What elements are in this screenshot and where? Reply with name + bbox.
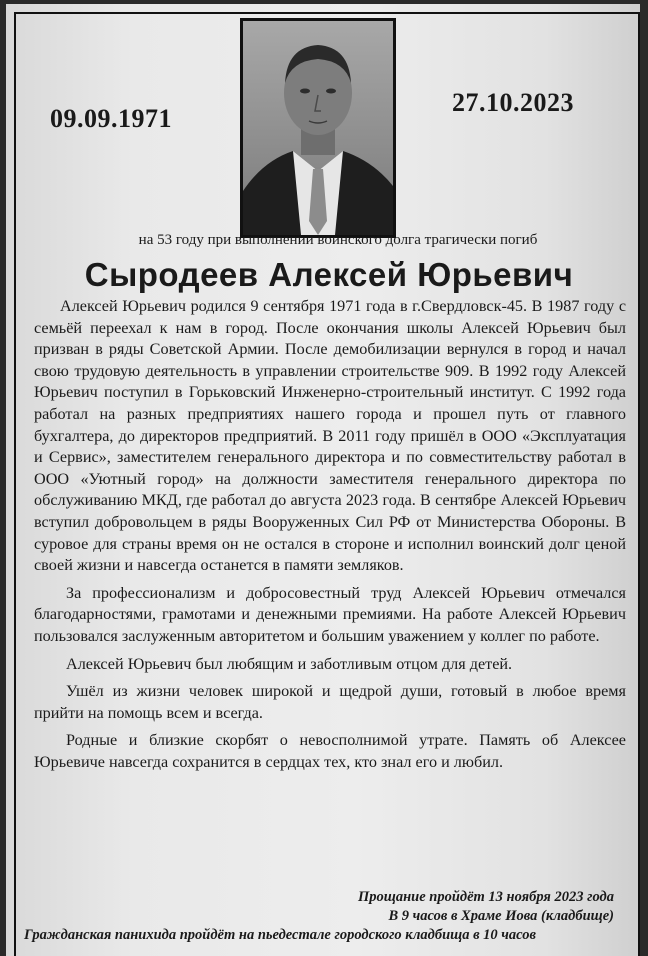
portrait-image [243,21,393,235]
portrait-photo [240,18,396,238]
bio-paragraph: Алексей Юрьевич был любящим и заботливым отцом для детей. [66,654,513,673]
farewell-notice [14,888,614,945]
death-date: 27.10.2023 [452,88,574,117]
bio-paragraph: Ушёл из жизни человек широкой и щедрой души, готовый в любое время прийти на помощь всем и всегда. [34,682,626,722]
farewell-date: Прощание пройдёт 13 ноября 2023 года [357,889,614,905]
civil-memorial: Гражданская панихида пройдёт на пьедестале городского кладбища в 10 часов [24,927,536,943]
bio-paragraph: Алексей Юрьевич родился 9 сентября 1971 года в г.Свердловск-45. В 1987 году с семьёй переехал к нам в город. После окончания школы Алексей Юрьевич был призван в ряды Советской Армии. После демобилизации вернулся в город и начал свою трудовую деятельность в управлении строительстве 909. В 1992 году Алексей Юрьевич поступил в Горьковский Инженерно-строительный институт. С 1992 года работал на разных предприятиях нашего города и прошел путь от главного бухгалтера, до директоров предприятий. В 2011 году пришёл в ООО «Эксплуатация и Сервис», заместителем генерального директора и по совместительству работал в ООО «Уютный город» на должности заместителя генерального директора по обслуживанию МКД, где работал до августа 2023 года. В сентябре Алексей Юрьевич вступил добровольцем в ряды Вооруженных Сил РФ от Министерства Обороны. В суровое для страны время он не остался в стороне и исполнил воинский долг ценой своей жизни и навсегда останется в памяти земляков. [34,297,626,575]
bio-paragraph: За профессионализм и добросовестный труд Алексей Юрьевич отмечался благодарностями, грамотами и денежными премиями. На работе Алексей Юрьевич пользовался заслуженным авторитетом и большим уважением у коллег по работе. [34,583,626,645]
farewell-place: В 9 часов в Храме Иова (кладбище) [388,908,614,924]
biography [34,296,626,779]
obituary-sheet [6,4,640,956]
birth-date: 09.09.1971 [50,104,172,133]
deceased-name: Сыродеев Алексей Юрьевич [84,256,574,293]
headline: на 53 году при выполнении воинского долга трагически погиб [138,232,538,248]
bio-paragraph: Родные и близкие скорбят о невосполнимой утрате. Память об Алексее Юрьевиче навсегда сохранится в сердцах тех, кто знал его и любил. [34,731,626,771]
